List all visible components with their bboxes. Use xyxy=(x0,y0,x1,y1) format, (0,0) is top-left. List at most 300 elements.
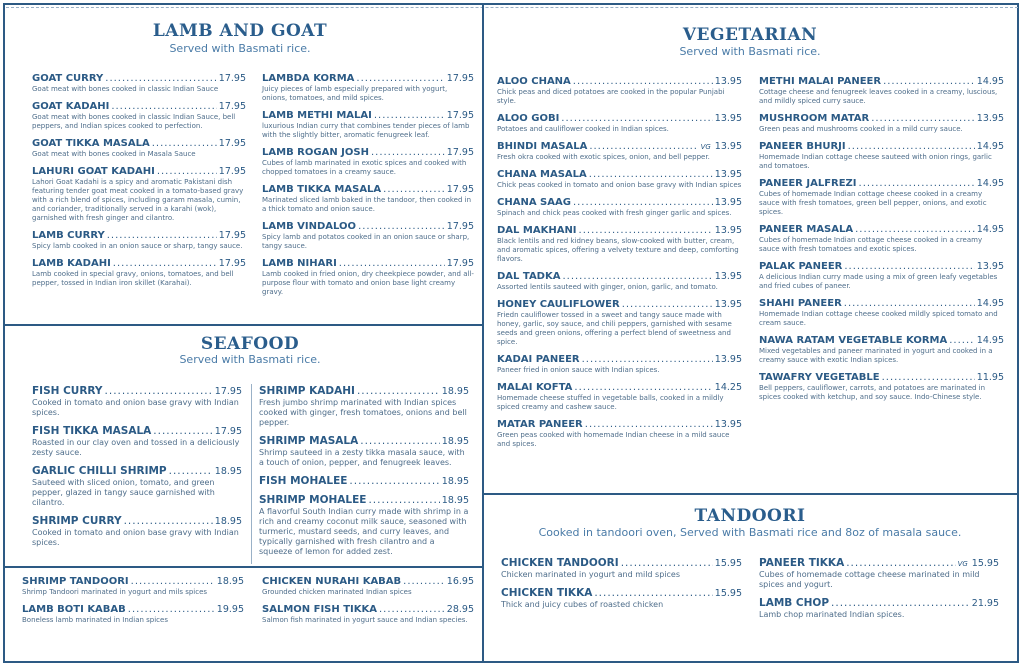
menu-item-header xyxy=(497,113,742,124)
menu-item-header xyxy=(22,604,244,615)
dot-leader xyxy=(128,604,215,615)
menu-item xyxy=(759,372,1004,402)
dot-leader xyxy=(349,475,439,487)
menu-item xyxy=(759,597,999,620)
menu-item-price: 14.95 xyxy=(976,141,1004,152)
menu-item-price: 13.95 xyxy=(714,225,742,236)
menu-item-name: LAMB KADAHI xyxy=(32,258,111,269)
menu-item-header xyxy=(497,419,742,430)
menu-item-header xyxy=(262,604,474,615)
menu-item-description: Roasted in our clay oven and tossed in a deliciously zesty sauce. xyxy=(32,438,240,457)
dot-leader xyxy=(859,178,975,189)
menu-item xyxy=(759,224,1004,254)
menu-item-description: Salmon fish marinated in yogurt sauce and Indian species. xyxy=(262,616,468,624)
menu-item xyxy=(497,271,742,292)
menu-item-description: Green peas cooked with homemade Indian cheese in a mild sauce and spices. xyxy=(497,431,730,448)
seafood-bottom-divider xyxy=(5,566,483,568)
menu-item-name: LAMB BOTI KABAB xyxy=(22,604,126,615)
menu-item-price: 18.95 xyxy=(441,436,469,447)
menu-item-name: ALOO GOBI xyxy=(497,113,560,124)
dot-leader xyxy=(573,76,713,87)
menu-item-header xyxy=(32,465,242,477)
menu-item xyxy=(32,101,246,131)
dot-leader xyxy=(105,385,213,397)
menu-item-header xyxy=(759,335,1004,346)
menu-item-header xyxy=(759,557,999,569)
menu-item-description: Spinach and chick peas cooked with fresh ginger garlic and spices. xyxy=(497,209,732,217)
menu-item xyxy=(759,178,1004,217)
menu-item-description: Goat meat with bones cooked in Masala Sauce xyxy=(32,150,196,158)
menu-item-name: MALAI KOFTA xyxy=(497,382,573,393)
menu-item-header xyxy=(759,597,999,609)
menu-item-name: ALOO CHANA xyxy=(497,76,571,87)
menu-item-description: Paneer fried in onion sauce with Indian spices. xyxy=(497,366,660,374)
menu-item-price: 17.95 xyxy=(446,73,474,84)
menu-item-price: 13.95 xyxy=(714,419,742,430)
menu-item-price: 14.25 xyxy=(714,382,742,393)
menu-item xyxy=(497,197,742,218)
menu-item-description: Black lentils and red kidney beans, slow-cooked with butter, cream, and aromatic spices, offering a velvety texture and deep, comforting flavors. xyxy=(497,237,739,263)
menu-item-header xyxy=(32,385,242,397)
menu-item-header xyxy=(32,101,246,112)
menu-item-description: Potatoes and cauliflower cooked in Indian spices. xyxy=(497,125,669,133)
dot-leader xyxy=(949,335,975,346)
menu-item-header xyxy=(759,298,1004,309)
dot-leader xyxy=(383,184,445,195)
menu-item-price: 17.95 xyxy=(218,73,246,84)
menu-item-header xyxy=(262,184,474,195)
menu-item-name: NAWA RATAM VEGETABLE KORMA xyxy=(759,335,948,346)
menu-item-description: Lamb cooked in fried onion, dry cheekpiece powder, and all-purpose flour with tomato and onion base light creamy gravy. xyxy=(262,270,474,296)
menu-item-name: DAL TADKA xyxy=(497,271,561,282)
menu-item-header xyxy=(259,385,469,397)
menu-item-description: Goat meat with bones cooked in classic Indian Sauce xyxy=(32,85,219,93)
menu-item xyxy=(32,166,246,223)
dot-leader xyxy=(358,221,445,232)
seafood-column-rule xyxy=(251,384,252,564)
dot-leader xyxy=(169,465,213,477)
menu-item-price: 21.95 xyxy=(971,598,999,609)
dot-leader xyxy=(844,298,975,309)
menu-item-description: luxurious Indian curry that combines tender pieces of lamb with the slightly bitter, aromatic fenugreek leaf. xyxy=(262,122,470,139)
dot-leader xyxy=(846,557,955,569)
menu-item-name: LAMB CURRY xyxy=(32,230,105,241)
menu-item-price: 15.95 xyxy=(714,558,742,569)
menu-item-description: Chick peas and diced potatoes are cooked in the popular Punjabi style. xyxy=(497,88,725,105)
menu-item-header xyxy=(259,475,469,487)
menu-item xyxy=(262,73,474,103)
menu-item-name: LAMB NIHARI xyxy=(262,258,337,269)
menu-item-header xyxy=(259,435,469,447)
menu-item-price: 18.95 xyxy=(441,476,469,487)
dot-leader xyxy=(157,166,217,177)
menu-item-name: SHRIMP MOHALEE xyxy=(259,494,367,506)
menu-item-description: Grounded chicken marinated Indian spices xyxy=(262,588,412,596)
left-bottom-left-column xyxy=(22,576,244,632)
menu-item-description: Friedn cauliflower tossed in a sweet and tangy sauce made with honey, garlic, soy sauce, and chili peppers, garnished with sesame seeds and green onions, offering a perfect blend of sweetness and spice. xyxy=(497,311,732,346)
menu-item-header xyxy=(32,230,246,241)
menu-item-price: 13.95 xyxy=(976,261,1004,272)
menu-item-description: Cubes of homemade cottage cheese marinated in mild spices and yogurt. xyxy=(759,570,980,589)
menu-item-description: Goat meat with bones cooked in classic Indian Sauce, bell peppers, and Indian spices cooked to perfection. xyxy=(32,113,236,130)
menu-item xyxy=(32,138,246,159)
dot-leader xyxy=(582,354,713,365)
dot-leader xyxy=(579,225,713,236)
menu-item xyxy=(262,110,474,140)
menu-item-price: 17.95 xyxy=(218,258,246,269)
menu-item xyxy=(497,169,742,190)
menu-item xyxy=(32,465,242,508)
menu-item-name: TAWAFRY VEGETABLE xyxy=(759,372,880,383)
menu-item-name: CHICKEN NURAHI KABAB xyxy=(262,576,402,587)
dot-leader xyxy=(622,299,713,310)
seafood-right-column xyxy=(259,385,469,564)
menu-item-name: DAL MAKHANI xyxy=(497,225,577,236)
menu-item xyxy=(262,258,474,297)
menu-item xyxy=(759,298,1004,328)
menu-item-name: PANEER MASALA xyxy=(759,224,854,235)
dot-leader xyxy=(403,576,445,587)
menu-item-description: A delicious Indian curry made using a mix of green leafy vegetables and fried cubes of paneer. xyxy=(759,273,998,290)
menu-item-header xyxy=(759,76,1004,87)
menu-item-name: SHRIMP KADAHI xyxy=(259,385,355,397)
menu-item-name: MUSHROOM MATAR xyxy=(759,113,870,124)
menu-item-header xyxy=(759,178,1004,189)
menu-item-header xyxy=(262,576,474,587)
menu-item-header xyxy=(22,576,244,587)
menu-item xyxy=(262,147,474,177)
menu-item-name: SHRIMP CURRY xyxy=(32,515,122,527)
menu-item-name: PANEER BHURJI xyxy=(759,141,846,152)
menu-item-header xyxy=(262,110,474,121)
menu-item-header xyxy=(497,76,742,87)
dot-leader xyxy=(855,224,975,235)
menu-item-description: Lamb chop marinated Indian spices. xyxy=(759,610,905,619)
dot-leader xyxy=(589,141,698,152)
menu-item-name: GOAT CURRY xyxy=(32,73,104,84)
menu-item-description: Cubes of lamb marinated in exotic spices and cooked with chopped tomatoes in a creamy sauce. xyxy=(262,159,467,176)
vegan-tag: VG xyxy=(957,560,968,568)
menu-item-description: Fresh okra cooked with exotic spices, onion, and bell pepper. xyxy=(497,153,710,161)
dot-leader xyxy=(621,557,713,569)
menu-item xyxy=(501,587,742,610)
menu-item-header xyxy=(497,354,742,365)
tandoori-left-column xyxy=(501,557,742,617)
menu-item-price: 16.95 xyxy=(446,576,474,587)
dot-leader xyxy=(113,258,217,269)
menu-item-price: 17.95 xyxy=(218,101,246,112)
menu-item xyxy=(497,76,742,106)
menu-item-price: 13.95 xyxy=(976,113,1004,124)
menu-item-name: MATAR PANEER xyxy=(497,419,583,430)
menu-item-name: METHI MALAI PANEER xyxy=(759,76,882,87)
menu-item-price: 15.95 xyxy=(971,558,999,569)
menu-item-name: SHAHI PANEER xyxy=(759,298,842,309)
menu-item-description: Lamb cooked in special gravy, onions, tomatoes, and bell pepper, tossed in Indian iron skillet (Karahai). xyxy=(32,270,234,287)
menu-item-header xyxy=(501,587,742,599)
menu-item xyxy=(497,225,742,264)
menu-item-name: LAMBDA KORMA xyxy=(262,73,355,84)
dot-leader xyxy=(339,258,445,269)
menu-item xyxy=(497,141,742,162)
tandoori-right-column xyxy=(759,557,999,627)
menu-item-price: 18.95 xyxy=(441,495,469,506)
menu-item-price: 14.95 xyxy=(976,76,1004,87)
menu-item-price: 17.95 xyxy=(214,386,242,397)
dot-leader xyxy=(153,425,213,437)
menu-item-description: Marinated sliced lamb baked in the tandoor, then cooked in a thick tomato and onion sauce. xyxy=(262,196,472,213)
menu-item-price: 18.95 xyxy=(441,386,469,397)
menu-item-price: 17.95 xyxy=(446,221,474,232)
menu-item-price: 18.95 xyxy=(214,466,242,477)
menu-item-header xyxy=(759,224,1004,235)
menu-item xyxy=(32,73,246,94)
menu-item-header xyxy=(759,141,1004,152)
dot-leader xyxy=(105,73,217,84)
menu-item-name: CHANA SAAG xyxy=(497,197,571,208)
menu-item-price: 13.95 xyxy=(714,271,742,282)
menu-item-name: PANEER TIKKA xyxy=(759,557,845,569)
menu-item-description: Shrimp sauteed in a zesty tikka masala sauce, with a touch of onion, pepper, and fenugreek leaves. xyxy=(259,448,465,467)
menu-item-header xyxy=(32,166,246,177)
menu-item-description: Bell peppers, cauliflower, carrots, and potatoes are marinated in spices cooked with ketchup, and soy sauce. Indo-Chinese style. xyxy=(759,384,986,401)
menu-item-description: Spicy lamb and potatos cooked in an onion sauce or sharp, tangy sauce. xyxy=(262,233,470,250)
veg-tandoori-divider xyxy=(483,493,1019,495)
menu-item-name: SALMON FISH TIKKA xyxy=(262,604,377,615)
menu-item-header xyxy=(262,147,474,158)
dot-leader xyxy=(574,382,712,393)
left-bottom-right-column xyxy=(262,576,474,632)
vegetarian-subtitle: Served with Basmati rice. xyxy=(679,45,821,58)
menu-item-name: LAMB METHI MALAI xyxy=(262,110,372,121)
menu-item-price: 14.95 xyxy=(976,335,1004,346)
dot-leader xyxy=(585,419,713,430)
dot-leader xyxy=(379,604,445,615)
menu-item-description: Assorted lentils sauteed with ginger, onion, garlic, and tomato. xyxy=(497,283,718,291)
menu-item-description: Homemade Indian cottage cheese cooked mildly spiced tomato and cream sauce. xyxy=(759,310,998,327)
dot-leader xyxy=(573,197,713,208)
menu-item xyxy=(759,557,999,590)
dot-leader xyxy=(374,110,445,121)
dot-leader xyxy=(848,141,975,152)
menu-item-price: 14.95 xyxy=(976,298,1004,309)
menu-item-price: 11.95 xyxy=(976,372,1004,383)
menu-item-name: PALAK PANEER xyxy=(759,261,843,272)
menu-item xyxy=(32,258,246,288)
vegetarian-left-column xyxy=(497,76,742,456)
menu-item-price: 17.95 xyxy=(446,258,474,269)
menu-item xyxy=(262,221,474,251)
dot-leader xyxy=(356,73,444,84)
menu-item xyxy=(501,557,742,580)
menu-item-name: GOAT KADAHI xyxy=(32,101,110,112)
vegetarian-right-column xyxy=(759,76,1004,409)
vegetarian-title: VEGETARIAN xyxy=(682,25,818,45)
menu-item xyxy=(497,354,742,375)
menu-item-description: Homemade cheese stuffed in vegetable balls, cooked in a mildly spiced creamy and cashew sauce. xyxy=(497,394,724,411)
menu-item-header xyxy=(759,261,1004,272)
menu-item-price: 28.95 xyxy=(446,604,474,615)
menu-item-header xyxy=(497,169,742,180)
menu-item-name: CHICKEN TIKKA xyxy=(501,587,593,599)
menu-item-description: Cubes of homemade Indian cottage cheese cooked in a creamy sauce with fresh tomatoes, green bell pepper, onions, and exotic spices. xyxy=(759,190,987,216)
dot-leader xyxy=(111,101,216,112)
menu-item xyxy=(497,382,742,412)
dot-leader xyxy=(107,230,217,241)
menu-item-description: Fresh jumbo shrimp marinated with Indian spices cooked with ginger, fresh tomatoes, onions and bell pepper. xyxy=(259,398,467,427)
menu-item-header xyxy=(501,557,742,569)
menu-item-header xyxy=(262,221,474,232)
menu-item-description: Shrimp Tandoori marinated in yogurt and mils spices xyxy=(22,588,208,596)
tandoori-title: TANDOORI xyxy=(694,506,806,526)
menu-item xyxy=(497,299,742,347)
menu-item xyxy=(259,475,469,487)
menu-item-price: 17.95 xyxy=(446,110,474,121)
menu-item xyxy=(759,76,1004,106)
menu-item xyxy=(259,494,469,557)
menu-item-name: KADAI PANEER xyxy=(497,354,580,365)
menu-item xyxy=(262,604,474,625)
menu-item xyxy=(22,576,244,597)
menu-item xyxy=(759,261,1004,291)
dot-leader xyxy=(883,76,975,87)
dot-leader xyxy=(124,515,213,527)
menu-item-header xyxy=(759,113,1004,124)
dot-leader xyxy=(594,587,712,599)
menu-item-description: Cooked in tomato and onion base gravy with Indian spices. xyxy=(32,398,239,417)
menu-item-header xyxy=(497,225,742,236)
menu-item xyxy=(759,113,1004,134)
menu-item-header xyxy=(759,372,1004,383)
menu-item-header xyxy=(497,197,742,208)
menu-item-price: 18.95 xyxy=(214,516,242,527)
menu-item-name: LAMB ROGAN JOSH xyxy=(262,147,369,158)
dot-leader xyxy=(589,169,713,180)
menu-item xyxy=(497,113,742,134)
dot-leader xyxy=(561,113,713,124)
menu-item-description: Spicy lamb cooked in an onion sauce or sharp, tangy sauce. xyxy=(32,242,243,250)
menu-item-price: 13.95 xyxy=(714,169,742,180)
menu-item-description: Chick peas cooked in tomato and onion base gravy with Indian spices xyxy=(497,181,742,189)
menu-item-price: 13.95 xyxy=(714,141,742,152)
dot-leader xyxy=(562,271,712,282)
menu-item-name: LAMB TIKKA MASALA xyxy=(262,184,382,195)
menu-item-description: Homemade Indian cottage cheese sauteed with onion rings, garlic and tomatoes. xyxy=(759,153,992,170)
menu-item-price: 18.95 xyxy=(216,576,244,587)
menu-item-header xyxy=(259,494,469,506)
menu-item-name: LAHURI GOAT KADAHI xyxy=(32,166,155,177)
lamb-goat-left-column xyxy=(32,73,246,295)
menu-item-price: 13.95 xyxy=(714,113,742,124)
menu-item-price: 13.95 xyxy=(714,354,742,365)
seafood-title: SEAFOOD xyxy=(200,334,300,354)
menu-item xyxy=(22,604,244,625)
menu-item-header xyxy=(497,382,742,393)
menu-item-name: FISH MOHALEE xyxy=(259,475,348,487)
dot-leader xyxy=(371,147,445,158)
menu-item-name: CHICKEN TANDOORI xyxy=(501,557,619,569)
menu-item-description: Chicken marinated in yogurt and mild spices xyxy=(501,570,681,579)
menu-item xyxy=(32,515,242,548)
menu-item-price: 17.95 xyxy=(218,138,246,149)
menu-item-price: 17.95 xyxy=(214,426,242,437)
menu-item-header xyxy=(32,515,242,527)
menu-item-header xyxy=(32,258,246,269)
menu-item-description: Thick and juicy cubes of roasted chicken xyxy=(501,600,664,609)
menu-item-name: LAMB VINDALOO xyxy=(262,221,357,232)
menu-item-description: Green peas and mushrooms cooked in a mild curry sauce. xyxy=(759,125,963,133)
menu-item-name: GOAT TIKKA MASALA xyxy=(32,138,150,149)
menu-item-price: 14.95 xyxy=(976,178,1004,189)
dot-leader xyxy=(831,597,970,609)
menu-item-price: 13.95 xyxy=(714,299,742,310)
menu-item-description: Cottage cheese and fenugreek leaves cooked in a creamy, luscious, and mildly spiced curry sauce. xyxy=(759,88,998,105)
lamb-goat-subtitle: Served with Basmati rice. xyxy=(169,42,311,55)
seafood-subtitle: Served with Basmati rice. xyxy=(179,353,321,366)
vegan-tag: VG xyxy=(700,143,711,151)
menu-item-description: Cubes of homemade Indian cottage cheese cooked in a creamy sauce with fresh tomatoes and exotic spices. xyxy=(759,236,983,253)
dot-leader xyxy=(368,494,439,506)
menu-item-header xyxy=(497,271,742,282)
menu-item xyxy=(262,576,474,597)
menu-item-header xyxy=(497,299,742,310)
menu-item-name: LAMB CHOP xyxy=(759,597,830,609)
menu-item-name: SHRIMP MASALA xyxy=(259,435,359,447)
menu-item xyxy=(262,184,474,214)
menu-item-price: 14.95 xyxy=(976,224,1004,235)
menu-item-name: BHINDI MASALA xyxy=(497,141,588,152)
menu-item-name: PANEER JALFREZI xyxy=(759,178,857,189)
menu-item-description: Sauteed with sliced onion, tomato, and green pepper, glazed in tangy sauce garnished with cilantro. xyxy=(32,478,215,507)
menu-item-description: Lahori Goat Kadahi is a spicy and aromatic Pakistani dish featuring tender goat meat cooked in a tomato-based gravy with a rich blend of spices, including garam masala, cumin, and coriander, traditionally served in a karahi (wok), garnished with fresh ginger and cilantro. xyxy=(32,178,244,222)
center-divider xyxy=(482,5,484,663)
lamb-goat-right-column xyxy=(262,73,474,304)
menu-item xyxy=(32,425,242,458)
menu-item-description: Boneless lamb marinated in Indian spices xyxy=(22,616,168,624)
menu-item-header xyxy=(262,258,474,269)
dot-leader xyxy=(131,576,215,587)
menu-item xyxy=(32,385,242,418)
menu-item-price: 17.95 xyxy=(218,166,246,177)
lamb-seafood-divider xyxy=(5,324,483,326)
menu-item-name: FISH TIKKA MASALA xyxy=(32,425,152,437)
dot-leader xyxy=(357,385,440,397)
menu-item-name: FISH CURRY xyxy=(32,385,103,397)
menu-item-header xyxy=(497,141,742,152)
dot-leader xyxy=(844,261,974,272)
dot-leader xyxy=(871,113,975,124)
menu-item-header xyxy=(32,425,242,437)
lamb-goat-title: LAMB AND GOAT xyxy=(152,21,328,41)
menu-item xyxy=(259,385,469,428)
menu-item-price: 17.95 xyxy=(446,147,474,158)
menu-item-header xyxy=(262,73,474,84)
dot-leader xyxy=(152,138,217,149)
menu-item-description: Juicy pieces of lamb especially prepared with yogurt, onions, tomatoes, and mild spices. xyxy=(262,85,448,102)
menu-item-name: CHANA MASALA xyxy=(497,169,587,180)
menu-item-price: 17.95 xyxy=(446,184,474,195)
menu-item xyxy=(32,230,246,251)
seafood-left-column xyxy=(32,385,242,555)
menu-item-header xyxy=(32,138,246,149)
dot-leader xyxy=(360,435,440,447)
menu-item-description: Cooked in tomato and onion base gravy with Indian spices. xyxy=(32,528,239,547)
menu-item-price: 15.95 xyxy=(714,588,742,599)
menu-item xyxy=(497,419,742,449)
menu-item xyxy=(759,335,1004,365)
menu-item-header xyxy=(32,73,246,84)
top-dashed-line xyxy=(6,7,1018,8)
